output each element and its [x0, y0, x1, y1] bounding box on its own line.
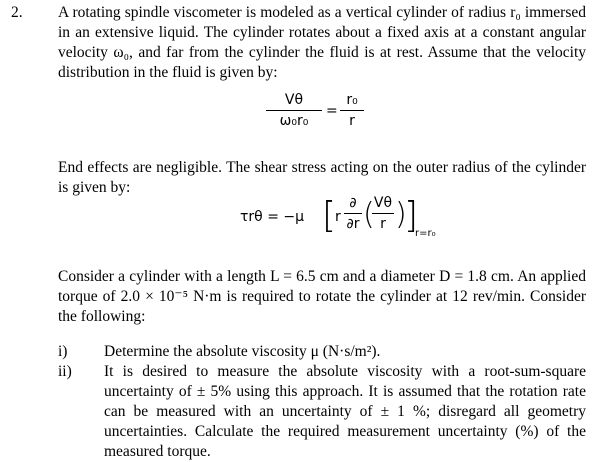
fraction-bar [372, 213, 394, 214]
partial-numerator: ∂ [349, 195, 357, 211]
partial-derivative-fraction [344, 195, 362, 232]
inner-numerator: Vθ [373, 195, 393, 211]
left-paren: ( [363, 197, 375, 232]
consider-text: Consider a cylinder with a length L = 6.5 cm and a diameter D = 1.8 cm. An applied torque of 2.0 × 10⁻⁵ N·m is required to rotate the cylinder at 12 rev/min. Consider the following: [58, 268, 586, 325]
sub-question-i [58, 342, 586, 362]
velocity-numerator: Vθ [284, 92, 304, 108]
sub-question-label: i) [58, 343, 68, 360]
evaluation-subscript: r=r₀ [415, 228, 436, 239]
shear-stress-text: End effects are negligible. The shear stress acting on the outer radius of the cylinder is given by: [58, 159, 586, 196]
radius-numerator: r₀ [346, 92, 358, 108]
problem-number: 2. [11, 4, 23, 21]
inner-denominator: r [380, 216, 386, 232]
radius-ratio-fraction [340, 92, 364, 129]
velocity-ratio-fraction [266, 92, 322, 129]
partial-denominator: ∂r [346, 216, 360, 232]
inner-fraction [372, 195, 394, 232]
shear-stress-equation [240, 192, 440, 252]
shear-lhs: τrθ = −μ [240, 209, 305, 225]
problem-intro: A rotating spindle viscometer is modeled as a vertical cylinder of radius r₀ immersed in an extensive liquid. The cylinder rotates about a fixed axis at a constant angular velocity ω₀, and far from the cylinder the fluid is at rest. Assume that the velocity distribution in the fluid is given by: [58, 4, 586, 81]
equals-sign: = [326, 103, 338, 119]
sub-question-label: ii) [58, 363, 72, 380]
velocity-equation [260, 92, 380, 142]
velocity-denominator: ω₀r₀ [279, 113, 309, 129]
r-factor: r [335, 209, 341, 225]
sub-question-text: Determine the absolute viscosity μ (N·s/m²). [104, 343, 381, 360]
sub-question-text: It is desired to measure the absolute viscosity with a root-sum-square uncertainty of ± 5% using this approach. It is assumed that the rotation rate can be measured with an uncertainty of ± 1 %; disregard all geometry uncertainties. Calculate the required measurement uncertainty (%) of the measured torque. [104, 363, 586, 460]
sub-question-list [58, 342, 586, 462]
left-bracket: [ [322, 195, 337, 236]
fraction-bar [340, 110, 364, 111]
sub-question-ii [58, 362, 586, 462]
fraction-bar [266, 110, 322, 111]
right-bracket: ] [404, 195, 419, 236]
radius-denominator: r [349, 113, 355, 129]
fraction-bar [344, 213, 362, 214]
right-paren: ) [395, 197, 407, 232]
